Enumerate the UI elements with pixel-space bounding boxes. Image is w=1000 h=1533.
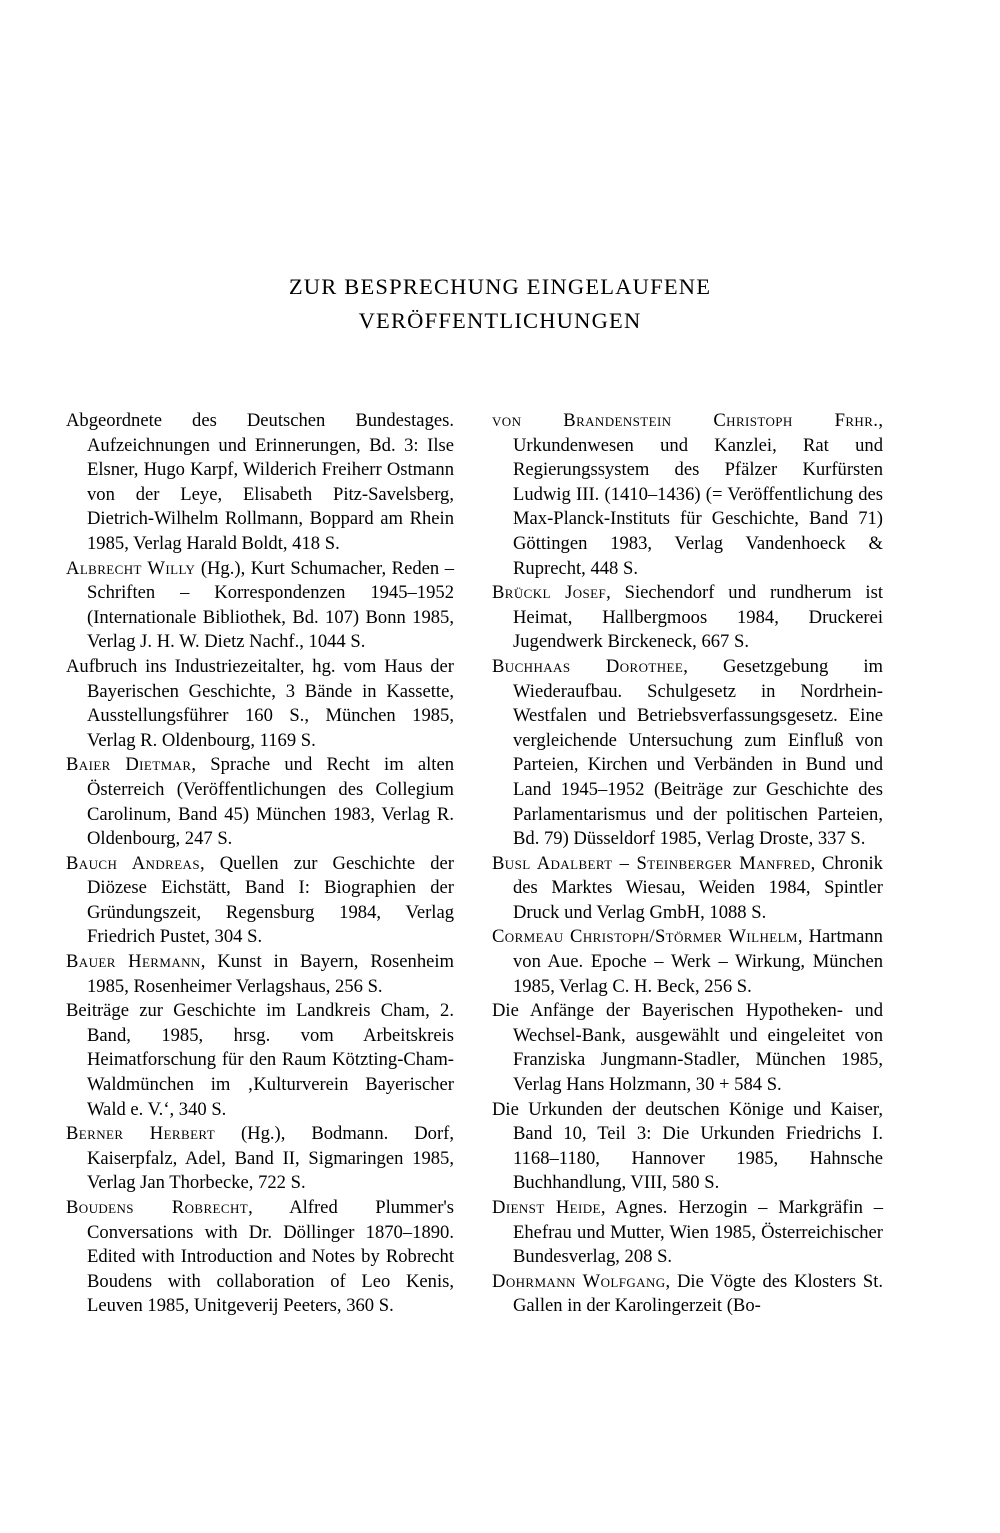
entry-author: Boudens Robrecht: [66, 1197, 249, 1218]
bibliography-entry: [66, 999, 454, 1122]
entry-author: Dienst Heide: [492, 1197, 601, 1218]
entry-author: Berner Herbert: [66, 1123, 216, 1145]
bibliography-entry: [492, 655, 883, 852]
bibliography-entry: [492, 581, 883, 655]
entry-text: , Gesetzgebung im Wiederaufbau. Schulgesetz in Nordrhein-Westfalen und Betriebsverfassungsgesetz. Eine vergleichende Untersuchung zum Einfluß von Parteien, Kirchen und Verbänden in Bund und Land 1945–1952 (Beiträge zur Geschichte des Parlamentarismus und der politischen Parteien, Bd. 79) Düsseldorf 1985, Verlag Droste, 337 S.: [513, 655, 883, 850]
bibliography-entry: [492, 1270, 883, 1319]
bibliography-entry: [66, 852, 454, 950]
entry-text: , Kunst in Bayern, Rosenheim 1985, Rosenheimer Verlagshaus, 256 S.: [87, 951, 454, 997]
bibliography-entry: [66, 1122, 454, 1196]
entry-text: Beiträge zur Geschichte im Landkreis Cham, 2. Band, 1985, hrsg. vom Arbeitskreis Heimatforschung für den Raum Kötzting-Cham-Waldmünchen im ‚Kulturverein Bayerischer Wald e. V.‘, 340 S.: [66, 1000, 454, 1120]
entry-text: Aufbruch ins Industriezeitalter, hg. vom Haus der Bayerischen Geschichte, 3 Bände in Kassette, Ausstellungsführer 160 S., München 1985, Verlag R. Oldenbourg, 1169 S.: [66, 655, 454, 751]
bibliography-entry: [66, 753, 454, 851]
bibliography-entry: [492, 999, 883, 1097]
bibliography-entry: [66, 655, 454, 753]
entry-author: Cormeau Christoph/Störmer Wilhelm: [492, 926, 798, 948]
entry-author: Baier Dietmar: [66, 754, 192, 776]
entry-author: Albrecht Willy: [66, 557, 196, 579]
entry-text: , Urkundenwesen und Kanzlei, Rat und Regierungssystem des Pfälzer Kurfürsten Ludwig III. (1410–1436) (= Veröffentlichung des Max-Planck-Instituts für Geschichte, Band 71) Göttingen 1983, Verlag Vandenhoeck & Ruprecht, 448 S.: [513, 410, 883, 579]
left-column: [66, 409, 454, 1319]
bibliography-entry: [66, 950, 454, 999]
entry-text: , Chronik des Marktes Wiesau, Weiden 1984, Spintler Druck und Verlag GmbH, 1088 S.: [513, 852, 883, 923]
bibliography-entry: [492, 925, 883, 999]
bibliography-entry: [66, 409, 454, 557]
bibliography-entry: [492, 1196, 883, 1270]
bibliography-entry: [66, 1196, 454, 1319]
entry-author: Brückl Josef: [492, 582, 607, 604]
page-title-line-1: ZUR BESPRECHUNG EINGELAUFENE: [288, 274, 712, 299]
right-column: [492, 409, 883, 1319]
entry-text: (Hg.), Kurt Schumacher, Reden – Schriften – Korrespondenzen 1945–1952 (Internationale Bibliothek, Bd. 107) Bonn 1985, Verlag J. H. W. Dietz Nachf., 1044 S.: [87, 557, 454, 653]
entry-author: Dohrmann Wolfgang: [492, 1270, 666, 1292]
entry-text: Die Anfänge der Bayerischen Hypotheken- und Wechsel-Bank, ausgewählt und eingeleitet von Franziska Jungmann-Stadler, München 1985, Verlag Hans Holzmann, 30 + 584 S.: [492, 1000, 883, 1096]
entry-text: , Hartmann von Aue. Epoche – Werk – Wirkung, München 1985, Verlag C. H. Beck, 256 S.: [513, 926, 883, 997]
bibliography-entry: [492, 1098, 883, 1196]
entry-text: , Die Vögte des Klosters St. Gallen in der Karolingerzeit (Bo-: [513, 1270, 884, 1317]
entry-text: , Agnes. Herzogin – Markgräfin – Ehefrau und Mutter, Wien 1985, Österreichischer Bundesverlag, 208 S.: [513, 1197, 883, 1268]
entry-author: Bauch Andreas: [66, 852, 200, 874]
entry-author: Busl Adalbert – Steinberger Manfred: [492, 852, 811, 874]
entry-text: , Sprache und Recht im alten Österreich (Veröffentlichungen des Collegium Carolinum, Band 45) München 1983, Verlag R. Oldenbourg, 247 S.: [87, 754, 454, 850]
entry-text: Die Urkunden der deutschen Könige und Kaiser, Band 10, Teil 3: Die Urkunden Friedrichs I. 1168–1180, Hannover 1985, Hahnsche Buchhandlung, VIII, 580 S.: [492, 1098, 883, 1194]
entry-text: (Hg.), Bodmann. Dorf, Kaiserpfalz, Adel, Band II, Sigmaringen 1985, Verlag Jan Thorbecke, 722 S.: [87, 1123, 454, 1194]
entry-text: , Siechendorf und rundherum ist Heimat, Hallbergmoos 1984, Druckerei Jugendwerk Birckeneck, 667 S.: [513, 582, 883, 653]
bibliography-entry: [66, 557, 454, 655]
bibliography-entry: [492, 409, 883, 581]
entry-text: Abgeordnete des Deutschen Bundestages. Aufzeichnungen und Erinnerungen, Bd. 3: Ilse Elsner, Hugo Karpf, Wilderich Freiherr Ostmann von der Leye, Elisabeth Pitz-Savelsberg, Dietrich-Wilhelm Rollmann, Boppard am Rhein 1985, Verlag Harald Boldt, 418 S.: [66, 410, 454, 554]
entry-author: Buchhaas Dorothee: [492, 655, 684, 677]
entry-author: von Brandenstein Christoph Frhr.: [492, 410, 879, 431]
page-title: [0, 270, 1000, 338]
entry-author: Bauer Hermann: [66, 951, 201, 973]
bibliography-entry: [492, 852, 883, 926]
entry-text: , Quellen zur Geschichte der Diözese Eichstätt, Band I: Biographien der Gründungszeit, Regensburg 1984, Verlag Friedrich Pustet, 304 S.: [87, 852, 455, 948]
page-title-line-2: VERÖFFENTLICHUNGEN: [358, 308, 642, 333]
entry-text: , Alfred Plummer's Conversations with Dr. Döllinger 1870–1890. Edited with Introduction and Notes by Robrecht Boudens with collaboration of Leo Kenis, Leuven 1985, Unitgeverij Peeters, 360 S.: [87, 1197, 454, 1317]
